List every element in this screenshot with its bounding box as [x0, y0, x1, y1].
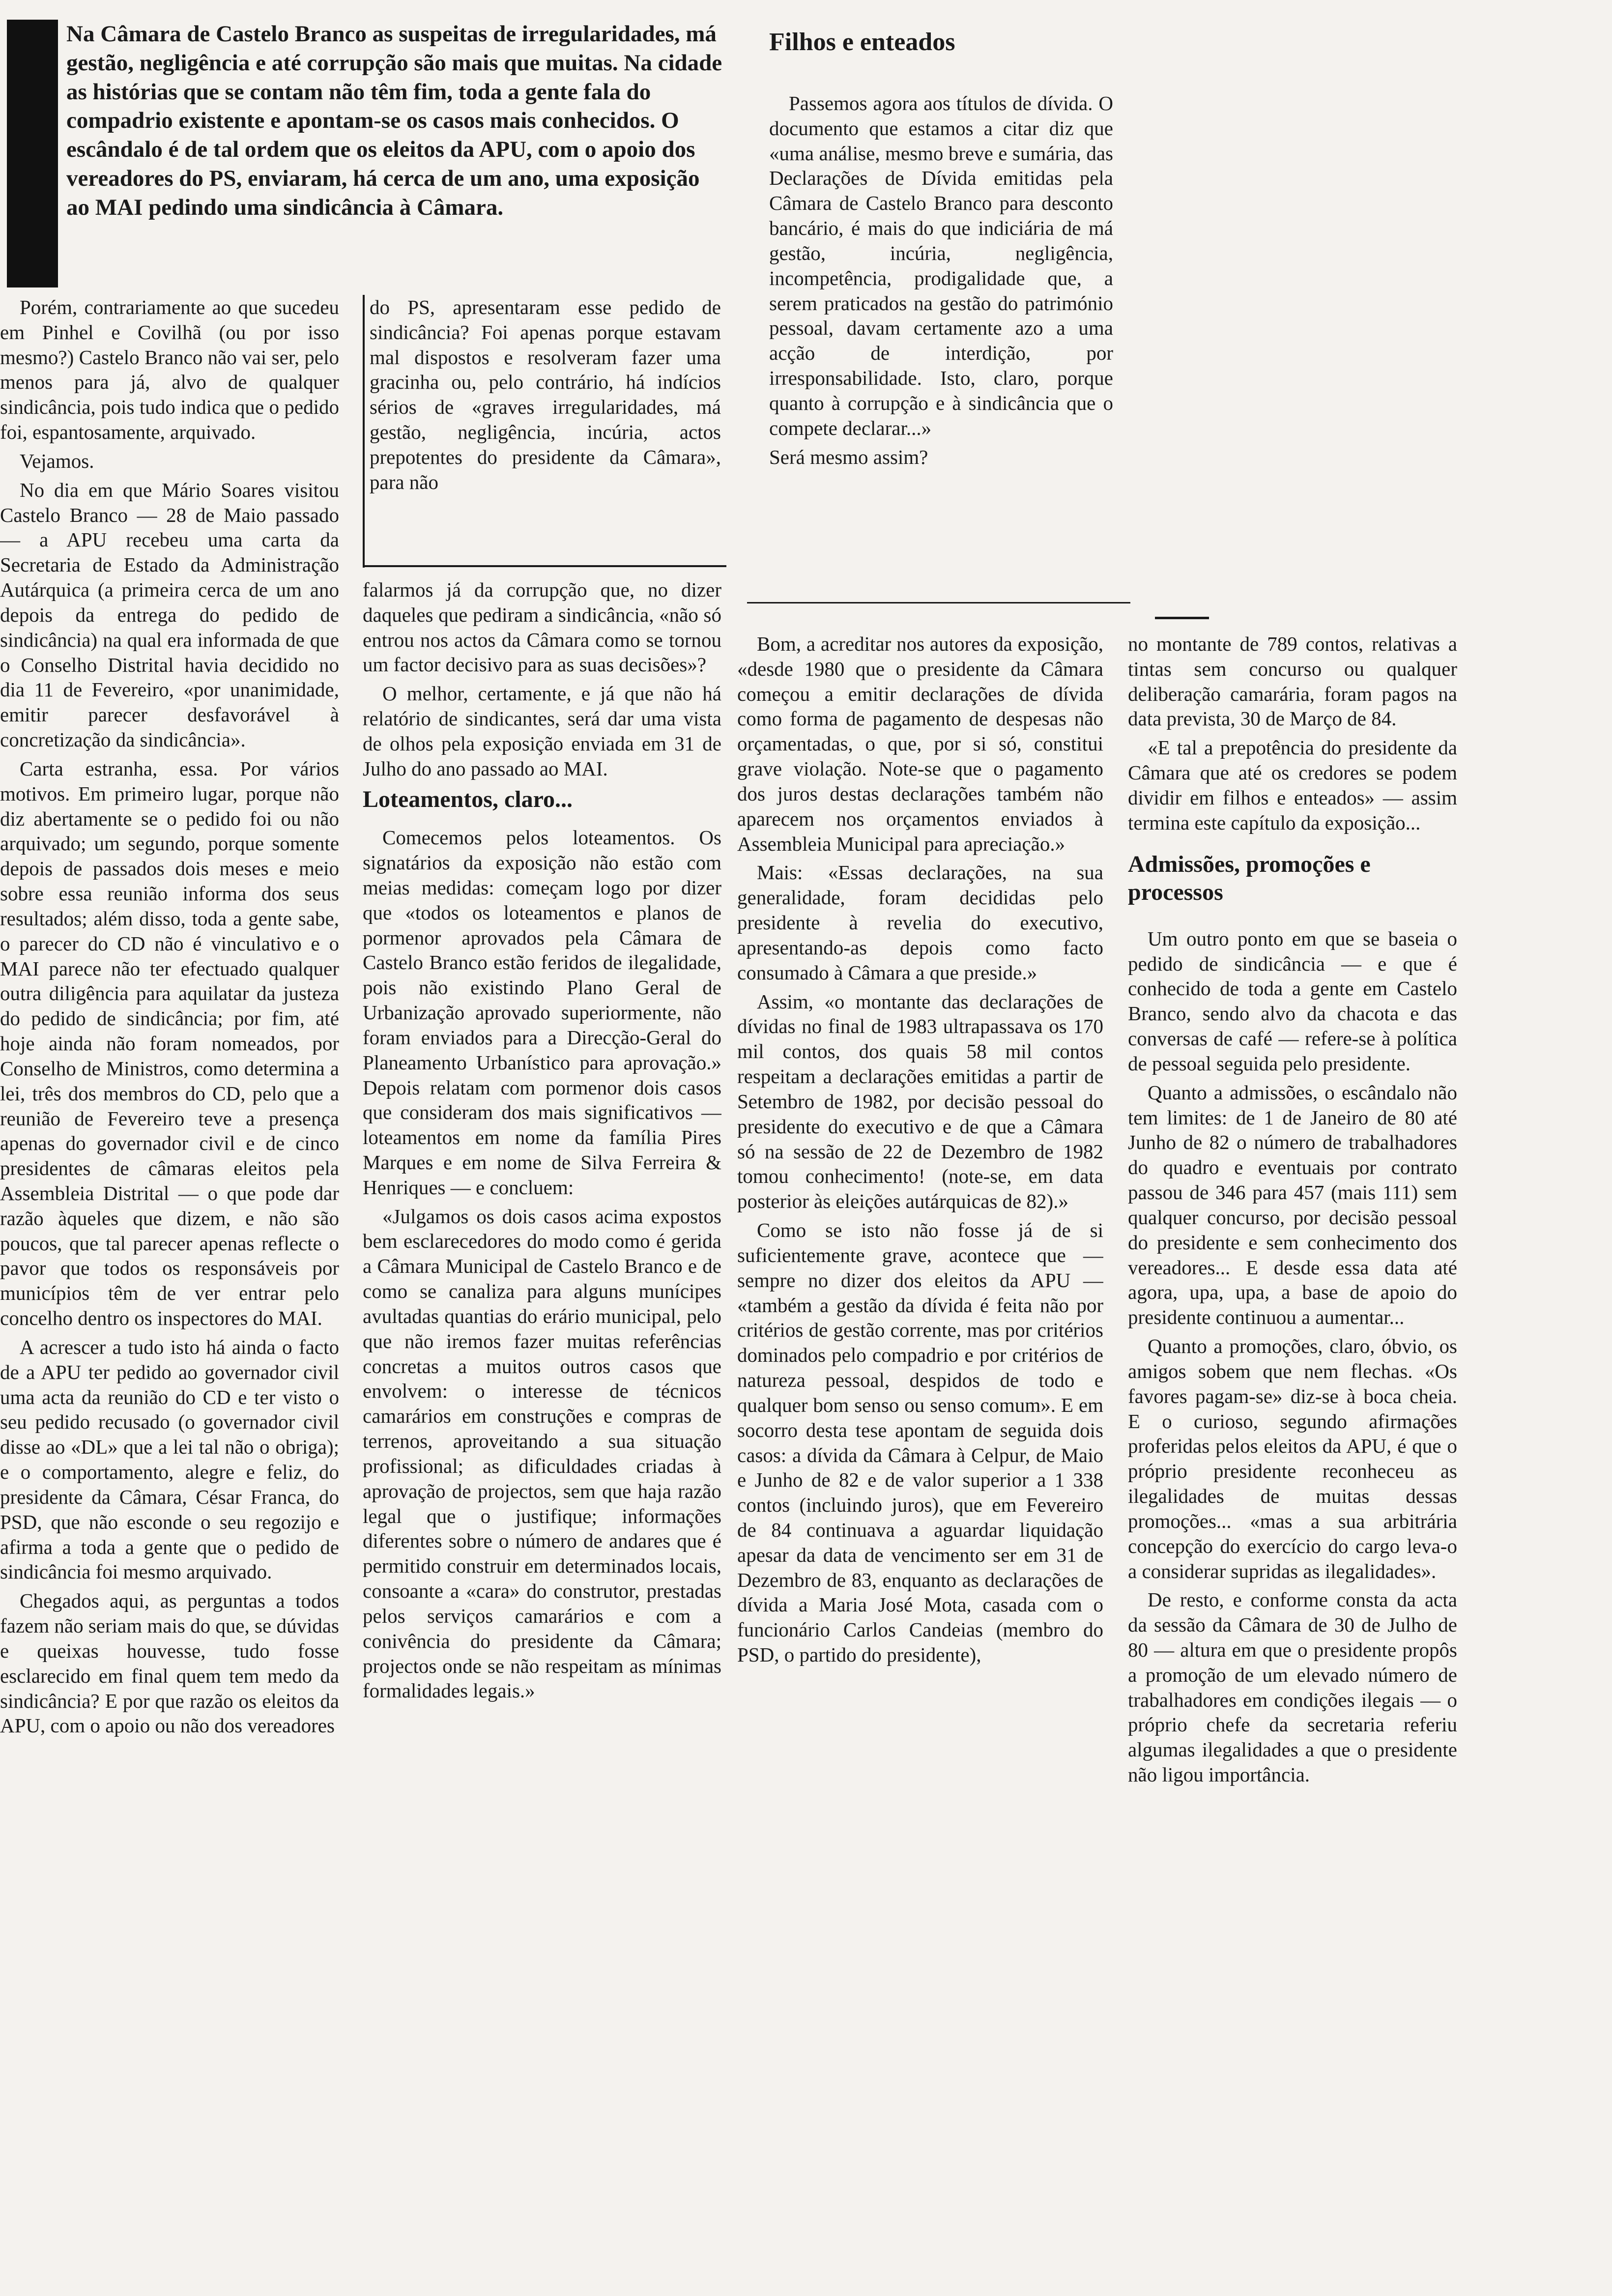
col2-paragraph: Comecemos pelos loteamentos. Os signatários da exposição não estão com meias medidas: começam logo por dizer que «todos os loteamentos e planos de pormenor aprovados pela Câmara de Castelo Branco estão feridos de ilegalidade, pois não existindo Plano Geral de Urbanização aprovado superiormente, não foram enviados para a Direcção-Geral do Planeamento Urbanístico para aprovação.» Depois relatam com pormenor dois casos que consideram dos mais significativos — loteamentos em nome da família Pires Marques e em nome de Silva Ferreira & Henriques — e concluem:: [363, 826, 721, 1199]
col4-divider: [1155, 617, 1209, 619]
col3b-paragraph: Bom, a acreditar nos autores da exposição, «desde 1980 que o presidente da Câmara começou a emitir declarações de dívida como forma de pagamento de despesas não orçamentadas, o que, por si só, constitui grave violação. Note-se que o pagamento dos juros destas declarações também não aparecem nos orçamentos enviados à Assembleia Municipal para apreciação.»: [737, 632, 1103, 855]
col2-paragraph: falarmos já da corrupção que, no dizer daqueles que pediram a sindicância, «não só entrou nos actos da Câmara como se tornou um factor decisivo para as suas decisões»?: [363, 578, 721, 676]
column-3-upper: [769, 91, 1113, 600]
col4-paragraph: Quanto a admissões, o escândalo não tem limites: de 1 de Janeiro de 80 até Junho de 82 o número de trabalhadores do quadro e eventuais por contrato passou de 346 para 457 (mais 111) sem qualquer concurso, por decisão pessoal do presidente e sem conhecimento dos vereadores... E desde essa data até agora, upa, upa, a base de apoio do presidente continuou a aumentar...: [1128, 1081, 1457, 1329]
lead-black-bar: [7, 20, 58, 287]
col3-heading-block: [769, 27, 1123, 66]
lead-paragraph: Na Câmara de Castelo Branco as suspeitas de irregularidades, má gestão, negligência e até corrupção são mais que muitas. Na cidade as histórias que se contam não têm fim, toda a gente fala do compadrio existente e apontam-se os casos mais conhecidos. O escândalo é de tal ordem que os eleitos da APU, com o apoio dos vereadores do PS, enviaram, há cerca de um ano, uma exposição ao MAI pedindo uma sindicância à Câmara.: [66, 21, 722, 220]
col2-paragraph: «Julgamos os dois casos acima expostos bem esclarecedores do modo como é gerida a Câmara Municipal de Castelo Branco e de como se canaliza para alguns munícipes avultadas quantias do erário municipal, pelo que não iremos fazer muitas referências concretas a muitos outros casos que envolvem: o interesse de técnicos camarários em construções e compras de terrenos, aproveitando a sua situação profissional; as dificuldades criadas à aprovação de projectos, sem que haja razão legal que o justifique; informações diferentes sobre o número de andares que é permitido construir em determinados locais, consoante a «cara» do construtor, prestadas pelos serviços camarários e com a conivência do presidente da Câmara; projectos onde se não respeitam as mínimas formalidades legais.»: [363, 1205, 721, 1702]
col2-box-text: do PS, apresentaram esse pedido de sindicância? Foi apenas porque estavam mal dispostos e resolveram fazer uma gracinha ou, pelo contrário, há indícios sérios de «graves irregularidades, má gestão, negligência, incúria, actos prepotentes do presidente da Câmara», para não: [370, 296, 721, 493]
col4-paragraph: no montante de 789 contos, relativas a tintas sem concurso ou qualquer deliberação camarária, foram pagos na data prevista, 30 de Março de 84.: [1128, 632, 1457, 730]
col3b-paragraph: Mais: «Essas declarações, na sua generalidade, foram decididas pelo presidente à revelia do executivo, apresentando-as depois como facto consumado à Câmara a que preside.»: [737, 861, 1103, 984]
col4-paragraph: Quanto a promoções, claro, óbvio, os amigos sobem que nem flechas. «Os favores pagam-se» diz-se à boca cheia. E o curioso, segundo afirmações proferidas pelos eleitos da APU, é que o próprio presidente reconheceu as ilegalidades de muitas dessas promoções... «mas a sua arbitrária concepção do exercício do cargo leva-o a considerar supridas as ilegalidades».: [1128, 1335, 1457, 1582]
section-heading-admissoes: Admissões, promoções e processos: [1128, 851, 1371, 906]
col4-paragraph: De resto, e conforme consta da acta da sessão da Câmara de 30 de Julho de 80 — altura em que o presidente propôs a promoção de um elevado número de trabalhadores em condições ilegais — o próprio chefe da secretaria referiu algumas ilegalidades a que o presidente não ligou importância.: [1128, 1588, 1457, 1786]
col3b-paragraph: Assim, «o montante das declarações de dívidas no final de 1983 ultrapassava os 170 mil contos, dos quais 58 mil contos respeitam a declarações emitidas a partir de Setembro de 1982, por decisão pessoal do presidente do executivo e de que a Câmara só na sessão de 22 de Dezembro de 1982 tomou conhecimento! (note-se, em data posterior às eleições autárquicas de 82).»: [737, 990, 1103, 1213]
col2-box-left-rule: [363, 295, 365, 568]
col1-paragraph: Vejamos.: [20, 449, 94, 472]
col1-paragraph: Porém, contrariamente ao que sucedeu em Pinhel e Covilhã (ou por isso mesmo?) Castelo Branco não vai ser, pelo menos para já, alvo de qualquer sindicância, pois tudo indica que o pedido foi, espantosamente, arquivado.: [0, 296, 339, 444]
col2-box: [370, 295, 721, 563]
column-1: [0, 295, 339, 2290]
col2-box-bottom-rule: [363, 565, 726, 567]
section-heading-filhos-e-enteados: Filhos e enteados: [769, 28, 955, 56]
col4-paragraph: Um outro ponto em que se baseia o pedido de sindicância — e que é conhecido de toda a gente em Castelo Branco, sendo alvo da chacota e das conversas de café — refere-se à política de pessoal seguida pelo presidente.: [1128, 927, 1457, 1075]
col1-paragraph: Carta estranha, essa. Por vários motivos. Em primeiro lugar, porque não diz abertamente se o pedido foi ou não arquivado; um segundo, porque somente depois de passados dois meses e meio sobre essa reunião informa dos seus resultados; além disso, toda a gente sabe, o parecer do CD não é vinculativo e o MAI parece não ter efectuado qualquer outra diligência para aquilatar da justeza do pedido de sindicância; por fim, até hoje ainda não foram nomeados, por Conselho de Ministros, como determina a lei, três dos membros do CD, pelo que a reunião de Fevereiro teve a presença apenas do governador civil e de cinco presidentes de câmaras eleitos pela Assembleia Distrital — o que pode dar razão àqueles que dizem, e não são poucos, que tal parecer apenas reflecte o pavor que todos os responsáveis por municípios têm de ver entrar pelo concelho dentro os inspectores do MAI.: [0, 757, 339, 1330]
col4-paragraph: «E tal a prepotência do presidente da Câmara que até os credores se podem dividir em filhos e enteados» — assim termina este capítulo da exposição...: [1128, 736, 1457, 834]
col3-divider: [747, 602, 1130, 603]
col3b-paragraph: Como se isto não fosse já de si suficientemente grave, acontece que — sempre no dizer dos eleitos da APU — «também a gestão da dívida é feita não por critérios de gestão corrente, mas por critérios dominados pelo compadrio e por critérios de natureza pessoal, despidos de todo e qualquer bom senso ou senso comum». E em socorro desta tese apontam de seguida dois casos: a dívida da Câmara à Celpur, de Maio e Junho de 82 e de valor superior a 1 338 contos (incluindo juros), que em Fevereiro de 84 continuava a aguardar liquidação apesar da data de vencimento ser em 31 de Dezembro de 83, enquanto as declarações de dívida a Maria José Mota, casada com o funcionário Carlos Candeias (membro do PSD, o partido do presidente),: [737, 1219, 1103, 1666]
col1-paragraph: A acrescer a tudo isto há ainda o facto de a APU ter pedido ao governador civil uma acta da reunião do CD e ter visto o seu pedido recusado (o governador civil disse ao «DL» que a lei tal não o obriga); e o comportamento, alegre e feliz, do presidente da Câmara, César Franca, do PSD, que não esconde o seu regozijo e afirma a toda a gente que o pedido de sindicância foi mesmo arquivado.: [0, 1335, 339, 1583]
lead-block: [66, 20, 725, 295]
col2-paragraph: O melhor, certamente, e já que não há relatório de sindicantes, será dar uma vista de olhos pela exposição enviada em 31 de Julho do ano passado ao MAI.: [363, 682, 721, 780]
col1-paragraph: No dia em que Mário Soares visitou Castelo Branco — 28 de Maio passado — a APU recebeu uma carta da Secretaria de Estado da Administração Autárquica (a primeira cerca de um ano depois da entrega do pedido de sindicância) na qual era informada de que o Conselho Distrital havia decidido no dia 11 de Fevereiro, «por unanimidade, emitir parecer desfavorável à concretização da sindicância».: [0, 478, 339, 751]
section-heading-loteamentos: Loteamentos, claro...: [363, 786, 573, 812]
column-3-lower: [737, 631, 1103, 2290]
col3-paragraph: Será mesmo assim?: [769, 445, 928, 468]
column-4: [1128, 631, 1457, 2290]
column-2: [363, 577, 721, 2290]
col3-paragraph: Passemos agora aos títulos de dívida. O documento que estamos a citar diz que «uma análise, mesmo breve e sumária, das Declarações de Dívida emitidas pela Câmara de Castelo Branco para desconto bancário, é mais do que indiciária de má gestão, incúria, negligência, incompetência, prodigalidade que, a serem praticados na gestão do património pessoal, davam certamente azo a uma acção de interdição, por irresponsabilidade. Isto, claro, porque quanto à corrupção e à sindicância que o compete declarar...»: [769, 92, 1113, 439]
col1-paragraph: Chegados aqui, as perguntas a todos fazem não seriam mais do que, se dúvidas e queixas houvesse, tudo fosse esclarecido em final quem tem medo da sindicância? E por que razão os eleitos da APU, com o apoio ou não dos vereadores: [0, 1589, 339, 1737]
